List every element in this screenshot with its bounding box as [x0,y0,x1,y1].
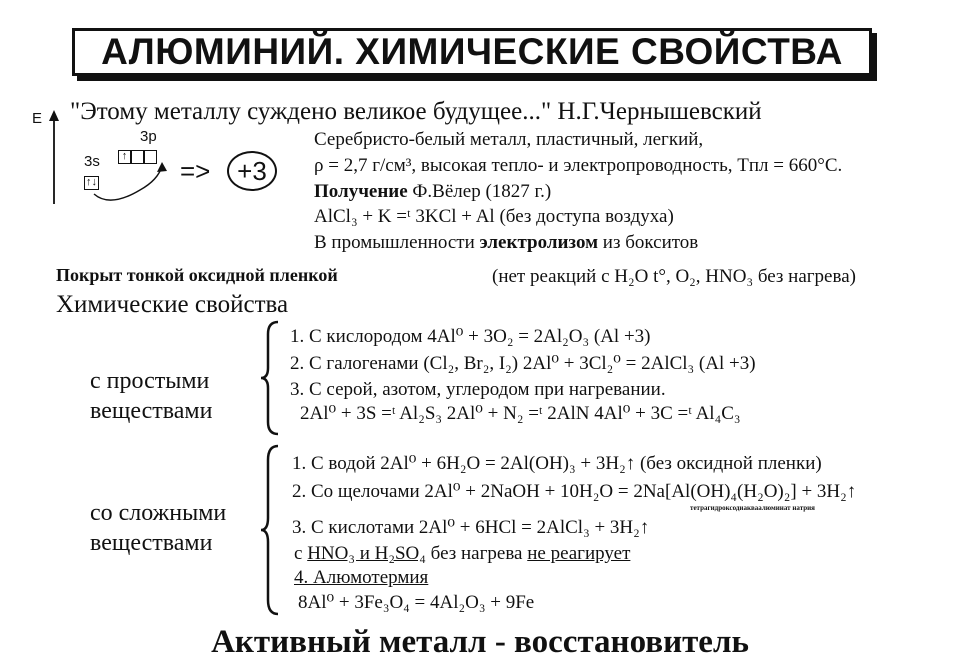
acids-mid: без нагрева [425,543,528,564]
obtaining-label: Получение [314,181,408,202]
complex-label-line-2: веществами [90,530,213,556]
energy-axis-arrow-icon [40,108,70,208]
simple-group-brace-icon [258,318,284,438]
industry-line [314,232,698,254]
obtaining-line [314,181,551,203]
complex-group-brace-icon [258,442,284,618]
complex-salt-name: тетрагидроксодиаквaалюминат натрия [690,504,815,512]
page-title: АЛЮМИНИЙ. ХИМИЧЕСКИЕ СВОЙСТВА [101,31,843,72]
oxide-film-label: Покрыт тонкой оксидной пленкой [56,265,338,285]
complex-acids-note [294,543,630,565]
acids-underlined: HNO₃ и H₂SO₄ [307,543,426,564]
complex-label-line-1: со сложными [90,500,227,526]
simple-reaction-3: 3. С серой, азотом, углеродом при нагревании. [290,379,666,400]
acids-no-reaction: не реагирует [527,543,631,564]
obtaining-equation: AlCl₃ + K =ᵗ 3KCl + Al (без доступа воздуха) [314,206,674,227]
simple-reaction-1: 1. С кислородом 4Al⁰ + 3O₂ = 2Al₂O₃ (Al +3) [290,326,651,347]
conclusion: Активный металл - восстановитель [211,624,749,660]
excitation-arrow-icon [90,160,170,210]
industry-suffix: из бокситов [598,232,699,253]
chem-heading: Химические свойства [56,291,289,318]
energy-axis-label: E [32,110,43,127]
p-orbital-cell-1: ↑ [118,150,131,164]
oxidation-state-circle [227,151,277,191]
quote: "Этому металлу суждено великое будущее..." Н.Г.Чернышевский [70,98,762,125]
simple-reaction-2: 2. С галогенами (Cl₂, Br₂, I₂) 2Al⁰ + 3Cl₂⁰ = 2AlCl₃ (Al +3) [290,353,756,374]
sublevel-3s-label: 3s [84,153,100,170]
oxide-film-note: (нет реакций с H₂O t°, O₂, HNO₃ без нагрева) [492,266,856,287]
simple-label-line-1: с простыми [90,368,210,394]
sublevel-3p-label: 3p [140,128,157,145]
simple-group-label [90,366,212,426]
complex-reaction-4-equation: 8Al⁰ + 3Fe₃O₄ = 4Al₂O₃ + 9Fe [298,592,535,613]
oxidation-state-value: +3 [237,155,267,186]
industry-bold: электролизом [479,232,599,253]
property-line-2: ρ = 2,7 г/см³, высокая тепло- и электропроводность, Tпл = 660°С. [314,155,843,176]
property-line-1: Серебристо-белый металл, пластичный, легкий, [314,129,704,150]
complex-reaction-1: 1. С водой 2Al⁰ + 6H₂O = 2Al(OH)₃ + 3H₂↑ (без оксидной пленки) [292,453,822,474]
complex-group-label [90,498,226,558]
obtaining-text: Ф.Вёлер (1827 г.) [407,181,552,202]
simple-label-line-2: веществами [90,398,213,424]
complex-reaction-2: 2. Со щелочами 2Al⁰ + 2NaOH + 10H₂O = 2Na[Al(OH)₄(H₂O)₂] + 3H₂↑ [292,481,857,502]
industry-prefix: В промышленности [314,232,480,253]
acids-prefix: с [294,543,308,564]
complex-reaction-3: 3. С кислотами 2Al⁰ + 6HCl = 2AlCl₃ + 3H₂↑ [292,517,650,538]
title-box [72,28,872,76]
s-orbital-cell: ↑↓ [86,176,97,188]
arrow-symbol: => [180,156,211,186]
complex-reaction-4: 4. Алюмотермия [294,567,429,588]
simple-reaction-3-equations: 2Al⁰ + 3S =ᵗ Al₂S₃ 2Al⁰ + N₂ =ᵗ 2AlN 4Al⁰ + 3C =ᵗ Al₄C₃ [300,403,741,424]
